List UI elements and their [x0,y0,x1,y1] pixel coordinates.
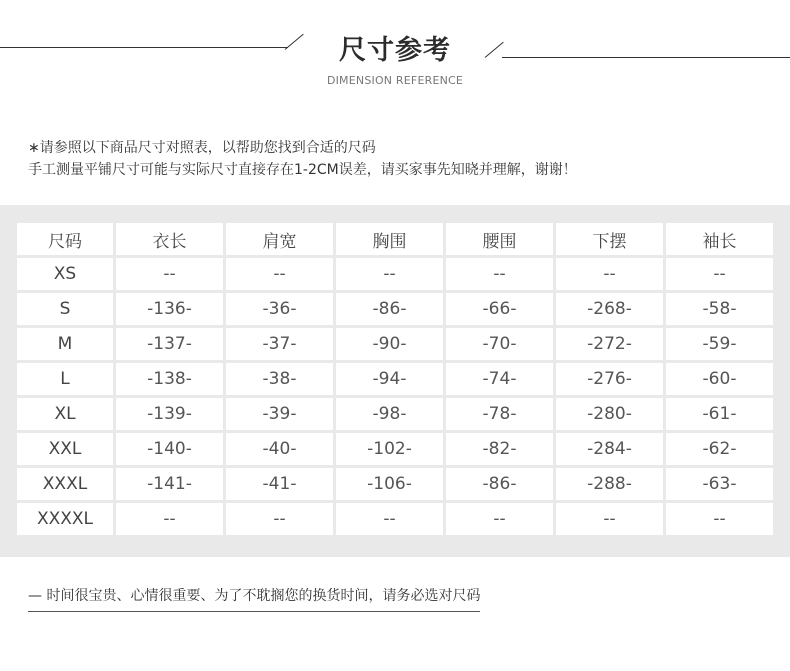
column-header-length: 衣长 [116,223,223,255]
table-cell: -141- [116,468,223,500]
table-row [17,398,773,430]
table-cell: -38- [226,363,333,395]
table-row [17,468,773,500]
table-header-row [17,223,773,255]
size-note-line-1: ∗请参照以下商品尺寸对照表，以帮助您找到合适的尺码 [28,140,376,156]
size-label: M [17,328,113,360]
table-row [17,293,773,325]
table-cell: -62- [666,433,773,465]
table-cell: -78- [446,398,553,430]
table-cell: -- [556,258,663,290]
table-row [17,258,773,290]
table-cell: -276- [556,363,663,395]
table-cell: -98- [336,398,443,430]
table-cell: -86- [336,293,443,325]
table-row [17,433,773,465]
table-cell: -58- [666,293,773,325]
table-cell: -- [226,503,333,535]
size-label: XXL [17,433,113,465]
size-label: XS [17,258,113,290]
size-label: XL [17,398,113,430]
column-header-size: 尺码 [17,223,113,255]
table-cell: -284- [556,433,663,465]
table-cell: -- [116,258,223,290]
size-label: XXXL [17,468,113,500]
table-cell: -37- [226,328,333,360]
table-cell: -86- [446,468,553,500]
table-cell: -- [446,258,553,290]
column-header-sleeve: 袖长 [666,223,773,255]
table-cell: -139- [116,398,223,430]
size-label: S [17,293,113,325]
table-cell: -90- [336,328,443,360]
table-cell: -59- [666,328,773,360]
table-cell: -138- [116,363,223,395]
column-header-hem: 下摆 [556,223,663,255]
table-cell: -63- [666,468,773,500]
page-title: 尺寸参考 [339,35,451,66]
table-cell: -102- [336,433,443,465]
table-cell: -- [336,258,443,290]
table-cell: -39- [226,398,333,430]
column-header-shoulder: 肩宽 [226,223,333,255]
table-cell: -70- [446,328,553,360]
header-rule-right [502,57,790,58]
table-cell: -61- [666,398,773,430]
table-cell: -66- [446,293,553,325]
size-label: L [17,363,113,395]
table-cell: -- [666,258,773,290]
column-header-chest: 胸围 [336,223,443,255]
table-cell: -- [666,503,773,535]
table-cell: -137- [116,328,223,360]
column-header-waist: 腰围 [446,223,553,255]
table-row [17,363,773,395]
table-cell: -- [446,503,553,535]
table-cell: -280- [556,398,663,430]
table-cell: -106- [336,468,443,500]
table-cell: -82- [446,433,553,465]
table-row [17,503,773,535]
table-cell: -94- [336,363,443,395]
table-cell: -40- [226,433,333,465]
table-cell: -136- [116,293,223,325]
table-cell: -288- [556,468,663,500]
table-cell: -268- [556,293,663,325]
table-cell: -- [116,503,223,535]
table-cell: -- [556,503,663,535]
table-cell: -- [336,503,443,535]
table-cell: -36- [226,293,333,325]
size-label: XXXXL [17,503,113,535]
table-row [17,328,773,360]
size-table [14,220,776,538]
table-cell: -60- [666,363,773,395]
size-note-line-2: 手工测量平铺尺寸可能与实际尺寸直接存在1-2CM误差，请买家事先知晓并理解，谢谢！ [28,162,577,178]
table-cell: -74- [446,363,553,395]
table-cell: -140- [116,433,223,465]
table-cell: -- [226,258,333,290]
table-cell: -272- [556,328,663,360]
footer-reminder: — 时间很宝贵、心情很重要、为了不耽搁您的换货时间，请务必选对尺码 [28,585,480,612]
table-cell: -41- [226,468,333,500]
page-subtitle: DIMENSION REFERENCE [326,74,464,87]
